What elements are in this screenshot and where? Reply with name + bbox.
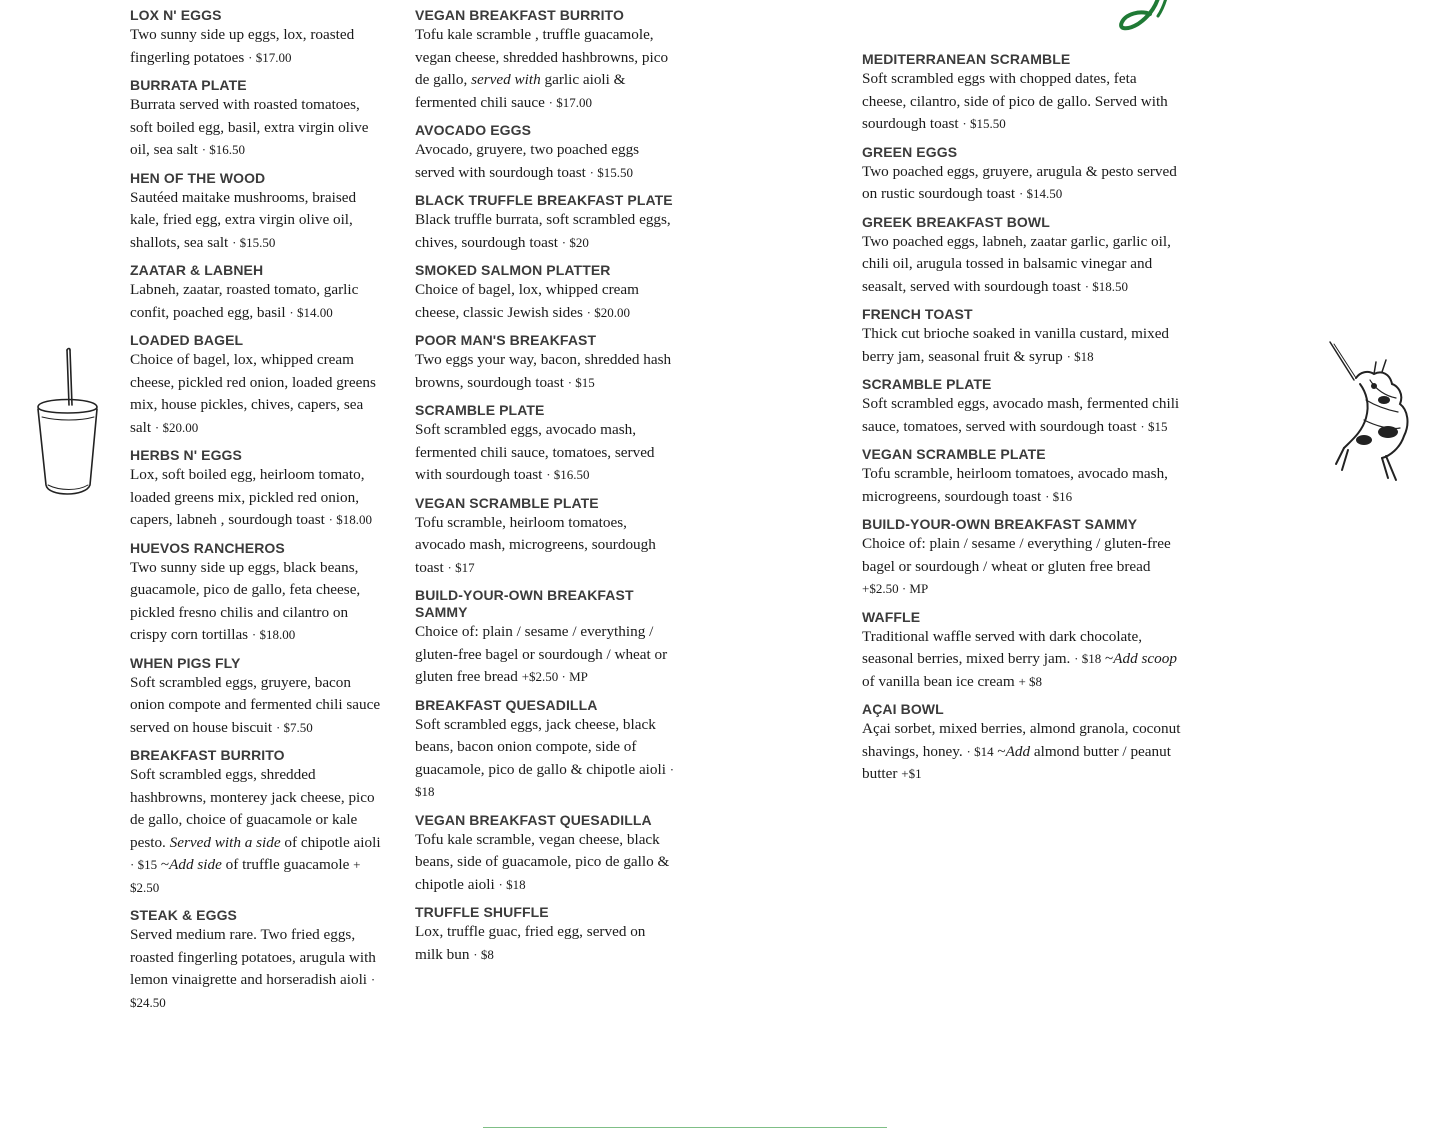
menu-item-description: [130, 672, 385, 740]
menu-item: [415, 122, 677, 184]
menu-item-name: HERBS N' EGGS: [130, 447, 242, 463]
menu-item-text: Açai sorbet, mixed berries, almond granola, coconut shavings, honey.: [862, 720, 1181, 760]
menu-item-text: Soft scrambled eggs, gruyere, bacon onion compote and fermented chili sauce served on house biscuit: [130, 673, 381, 736]
menu-item-description: [130, 464, 385, 532]
menu-item-text: Two sunny side up eggs, black beans, guacamole, pico de gallo, feta cheese, pickled fresno chilis and cilantro on crispy corn tortillas: [130, 558, 361, 643]
menu-item-text: ~: [1101, 650, 1114, 667]
menu-item-name: BLACK TRUFFLE BREAKFAST PLATE: [415, 192, 673, 208]
menu-item-description: [415, 139, 677, 184]
menu-item-text: Two poached eggs, gruyere, arugula & pesto served on rustic sourdough toast: [862, 162, 1177, 202]
menu-item-price: · $17.00: [248, 49, 292, 65]
menu-item-text: Served medium rare. Two fried eggs, roasted fingerling potatoes, arugula with lemon vinaigrette and horseradish aioli: [130, 926, 376, 988]
menu-item-name: TRUFFLE SHUFFLE: [415, 904, 549, 920]
menu-item-text: garlic aioli & fermented chili sauce: [415, 71, 626, 111]
menu-item-text: Soft scrambled eggs, avocado mash, fermented chili sauce, tomatoes, served with sourdough toast: [862, 395, 1180, 435]
menu-item-description: [862, 323, 1182, 368]
menu-item-name: BREAKFAST BURRITO: [130, 747, 285, 763]
goat-sketch: [1326, 340, 1421, 490]
menu-item-text: Lox, truffle guac, fried egg, served on milk bun: [415, 923, 646, 963]
menu-item-price: · $15.50: [962, 116, 1006, 131]
menu-item-description: [415, 829, 677, 897]
menu-item: [415, 812, 677, 897]
menu-item-price: · $18.00: [328, 512, 372, 527]
menu-item-description: [862, 463, 1182, 508]
menu-item-description: [415, 279, 677, 324]
menu-item-text: Two poached eggs, labneh, zaatar garlic, garlic oil, chili oil, arugula tossed in balsamic vinegar and seasalt, served with sourdough toast: [862, 232, 1171, 295]
menu-item-name: MEDITERRANEAN SCRAMBLE: [862, 51, 1071, 67]
menu-item: [862, 51, 1182, 136]
menu-item-text: Labneh, zaatar, roasted tomato, garlic confit, poached egg, basil: [130, 281, 359, 321]
menu-item: [862, 144, 1182, 206]
menu-item-name: HEN OF THE WOOD: [130, 169, 266, 186]
menu-item-price: +$2.50 · MP: [862, 581, 929, 596]
menu-item-price: · $15.50: [232, 234, 276, 250]
menu-item-description: [130, 557, 385, 647]
menu-item-name: BURRATA PLATE: [130, 77, 247, 93]
menu-item-name: AVOCADO EGGS: [415, 122, 532, 138]
menu-item: [415, 332, 677, 394]
menu-item: [130, 77, 385, 162]
menu-item-name: LOADED BAGEL: [130, 332, 244, 348]
menu-item-price: · $24.50: [130, 972, 376, 1010]
menu-item: [130, 540, 385, 647]
menu-item-text: Soft scrambled eggs, avocado mash, fermented chili sauce, tomatoes, served with sourdough toast: [415, 421, 655, 483]
menu-item: [862, 516, 1182, 601]
menu-item-price: · $18.50: [1084, 278, 1129, 294]
menu-item-price: · $15: [1140, 418, 1168, 434]
menu-item-description: [415, 24, 677, 114]
cup-with-straw-sketch: [30, 345, 105, 500]
menu-item: [415, 192, 677, 254]
menu-item-text: Choice of: plain / sesame / everything / gluten-free bagel or sourdough / wheat or gluten free bread: [862, 535, 1171, 575]
menu-item-name: HUEVOS RANCHEROS: [130, 539, 285, 556]
menu-item-text: Two sunny side up eggs, lox, roasted fingerling potatoes: [130, 26, 355, 66]
menu-item: [862, 214, 1182, 299]
menu-item-name: BUILD-YOUR-OWN BREAKFAST SAMMY: [862, 516, 1138, 532]
menu-item-price: · $16.50: [546, 467, 590, 482]
menu-item-text: Two eggs your way, bacon, shredded hash browns, sourdough toast: [415, 351, 672, 391]
menu-item-price: · $18: [1074, 651, 1102, 666]
menu-item-price: · $20.00: [586, 304, 630, 320]
menu-item-description: [415, 621, 677, 689]
menu-item-price: · $8: [473, 946, 494, 962]
menu-item: [862, 376, 1182, 438]
menu-item-name: ZAATAR & LABNEH: [130, 262, 264, 278]
menu-item-price: · $16.50: [201, 142, 246, 157]
menu-item-name: VEGAN SCRAMBLE PLATE: [862, 446, 1046, 462]
menu-item-note: served with: [471, 71, 541, 88]
menu-item-description: [130, 24, 385, 69]
menu-item-text: Choice of bagel, lox, whipped cream cheese, pickled red onion, loaded greens mix, house pickles, chives, capers, sea salt: [130, 351, 376, 436]
menu-item-description: [862, 718, 1182, 786]
menu-item: [862, 446, 1182, 508]
menu-item-name: SMOKED SALMON PLATTER: [415, 262, 611, 278]
footer-divider: [483, 1127, 887, 1128]
menu-item-description: [862, 161, 1182, 206]
menu-item-text: Choice of bagel, lox, whipped cream cheese, classic Jewish sides: [415, 281, 639, 321]
menu-item-name: BUILD-YOUR-OWN BREAKFAST SAMMY: [415, 587, 634, 620]
menu-item-name: GREEK BREAKFAST BOWL: [862, 213, 1050, 230]
menu-item-description: [415, 714, 677, 804]
menu-item: [130, 907, 385, 1014]
menu-item: [130, 262, 385, 324]
menu-item-text: Sautéed maitake mushrooms, braised kale, fried egg, extra virgin olive oil, shallots, sea salt: [130, 188, 357, 251]
menu-item-price: · $18: [415, 761, 675, 799]
menu-column-1: [130, 7, 385, 1022]
menu-item-price: + $8: [1018, 673, 1043, 689]
menu-item-description: [130, 187, 385, 255]
menu-item-description: [415, 512, 677, 580]
menu-item-name: VEGAN SCRAMBLE PLATE: [415, 494, 599, 511]
menu-item-price: +$2.50 · MP: [521, 669, 588, 684]
menu-item-text: Tofu scramble, heirloom tomatoes, avocado mash, microgreens, sourdough toast: [415, 513, 656, 576]
menu-item-price: · $18: [1066, 348, 1094, 364]
menu-item-note: Served with a side: [169, 833, 281, 851]
menu-item: [415, 7, 677, 114]
menu-item-text: Soft scrambled eggs, shredded hashbrowns, monterey jack cheese, pico de gallo, choice of guacamole or kale pesto.: [130, 766, 375, 851]
menu-item-name: VEGAN BREAKFAST QUESADILLA: [415, 811, 652, 828]
menu-item-price: +$1: [901, 766, 922, 781]
menu-column-3: [862, 51, 1182, 794]
menu-item-description: [415, 349, 677, 394]
menu-item-text: Traditional waffle served with dark chocolate, seasonal berries, mixed berry jam.: [862, 627, 1143, 667]
menu-item-text: Thick cut brioche soaked in vanilla custard, mixed berry jam, seasonal fruit & syrup: [862, 325, 1170, 365]
menu-item-note: Add side: [169, 856, 222, 873]
menu-item-text: of truffle guacamole: [221, 856, 354, 873]
menu-item-description: [862, 533, 1182, 601]
menu-item: [415, 402, 677, 487]
menu-item-text: Lox, soft boiled egg, heirloom tomato, loaded greens mix, pickled red onion, capers, labneh , sourdough toast: [130, 466, 365, 528]
menu-item-text: Avocado, gruyere, two poached eggs served with sourdough toast: [415, 141, 640, 181]
menu-item-name: SCRAMBLE PLATE: [862, 376, 992, 392]
menu-item-name: GREEN EGGS: [862, 143, 958, 160]
menu-item-name: LOX N' EGGS: [130, 7, 222, 23]
menu-item-text: ~: [993, 742, 1006, 760]
menu-item-text: almond butter / peanut butter: [862, 742, 1171, 782]
menu-item-price: · $14.50: [1018, 186, 1063, 201]
menu-item-price: · $20.00: [154, 419, 199, 435]
menu-item-name: WHEN PIGS FLY: [130, 654, 241, 671]
menu-item-description: [862, 393, 1182, 438]
menu-item-text: Tofu scramble, heirloom tomatoes, avocado mash, microgreens, sourdough toast: [862, 465, 1168, 505]
menu-item-name: WAFFLE: [862, 608, 921, 625]
menu-item: [130, 332, 385, 439]
menu-item: [862, 609, 1182, 694]
menu-item-name: SCRAMBLE PLATE: [415, 402, 545, 418]
menu-item-description: [415, 921, 677, 966]
menu-column-2: [415, 7, 677, 974]
menu-item-name: POOR MAN'S BREAKFAST: [415, 332, 597, 348]
menu-item-name: STEAK & EGGS: [130, 907, 237, 923]
menu-item-description: [130, 924, 385, 1014]
menu-item-text: of vanilla bean ice cream: [862, 672, 1019, 690]
menu-item-text: ~: [157, 856, 170, 873]
menu-item-text: Tofu kale scramble , truffle guacamole, vegan cheese, shredded hashbrowns, pico de gallo,: [415, 26, 669, 88]
menu-item-price: · $17: [447, 559, 475, 575]
menu-item-price: · $14: [966, 743, 994, 759]
menu-item-price: · $15.50: [589, 164, 633, 180]
menu-item-price: · $20: [561, 234, 589, 250]
menu-item-description: [130, 94, 385, 162]
menu-item: [862, 701, 1182, 786]
menu-item: [130, 655, 385, 740]
menu-item-name: BREAKFAST QUESADILLA: [415, 696, 598, 713]
menu-item-note: Add scoop: [1113, 650, 1177, 667]
menu-item-text: Black truffle burrata, soft scrambled eggs, chives, sourdough toast: [415, 211, 671, 251]
menu-item-description: [415, 419, 677, 487]
menu-item-price: · $15: [567, 374, 595, 390]
menu-item-note: Add: [1005, 742, 1031, 760]
menu-item-description: [130, 279, 385, 324]
menu-item-name: AÇAI BOWL: [862, 701, 944, 717]
menu-item-description: [415, 209, 677, 254]
menu-item: [415, 262, 677, 324]
menu-item: [415, 904, 677, 966]
menu-item: [130, 447, 385, 532]
menu-item-price: · $7.50: [275, 719, 313, 735]
menu-item-description: [130, 764, 385, 899]
menu-item-price: · $16: [1045, 488, 1073, 504]
menu-item: [130, 7, 385, 69]
menu-item-text: of chipotle aioli: [280, 833, 381, 851]
menu-item-price: · $18.00: [251, 627, 296, 642]
menu-item-text: Burrata served with roasted tomatoes, soft boiled egg, basil, extra virgin olive oil, sea salt: [130, 96, 369, 158]
menu-item-text: Choice of: plain / sesame / everything / gluten-free bagel or sourdough / wheat or gluten free bread: [415, 623, 668, 685]
menu-item-description: [862, 68, 1182, 136]
menu-item-price: · $15: [130, 857, 158, 872]
menu-item-price: · $14.00: [289, 304, 333, 320]
menu-item-text: Soft scrambled eggs, jack cheese, black beans, bacon onion compote, side of guacamole, pico de gallo & chipotle aioli: [415, 715, 670, 778]
menu-item: [862, 306, 1182, 368]
menu-item-description: [862, 626, 1182, 694]
menu-item-description: [130, 349, 385, 439]
menu-item-description: [862, 231, 1182, 299]
menu-item-price: + $2.50: [130, 857, 361, 895]
menu-item-text: Tofu kale scramble, vegan cheese, black beans, side of guacamole, pico de gallo & chipotle aioli: [415, 830, 670, 893]
menu-item: [130, 170, 385, 255]
script-lettering-decoration: [1110, 0, 1190, 38]
menu-item-name: VEGAN BREAKFAST BURRITO: [415, 7, 624, 23]
menu-item: [415, 587, 677, 689]
menu-item-price: · $18: [498, 876, 526, 892]
menu-item-price: · $17.00: [548, 94, 593, 110]
menu-item: [130, 747, 385, 899]
menu-item: [415, 697, 677, 804]
menu-item: [415, 495, 677, 580]
menu-item-name: FRENCH TOAST: [862, 306, 973, 322]
menu-item-text: Soft scrambled eggs with chopped dates, feta cheese, cilantro, side of pico de gallo. Served with sourdough toast: [862, 70, 1168, 132]
